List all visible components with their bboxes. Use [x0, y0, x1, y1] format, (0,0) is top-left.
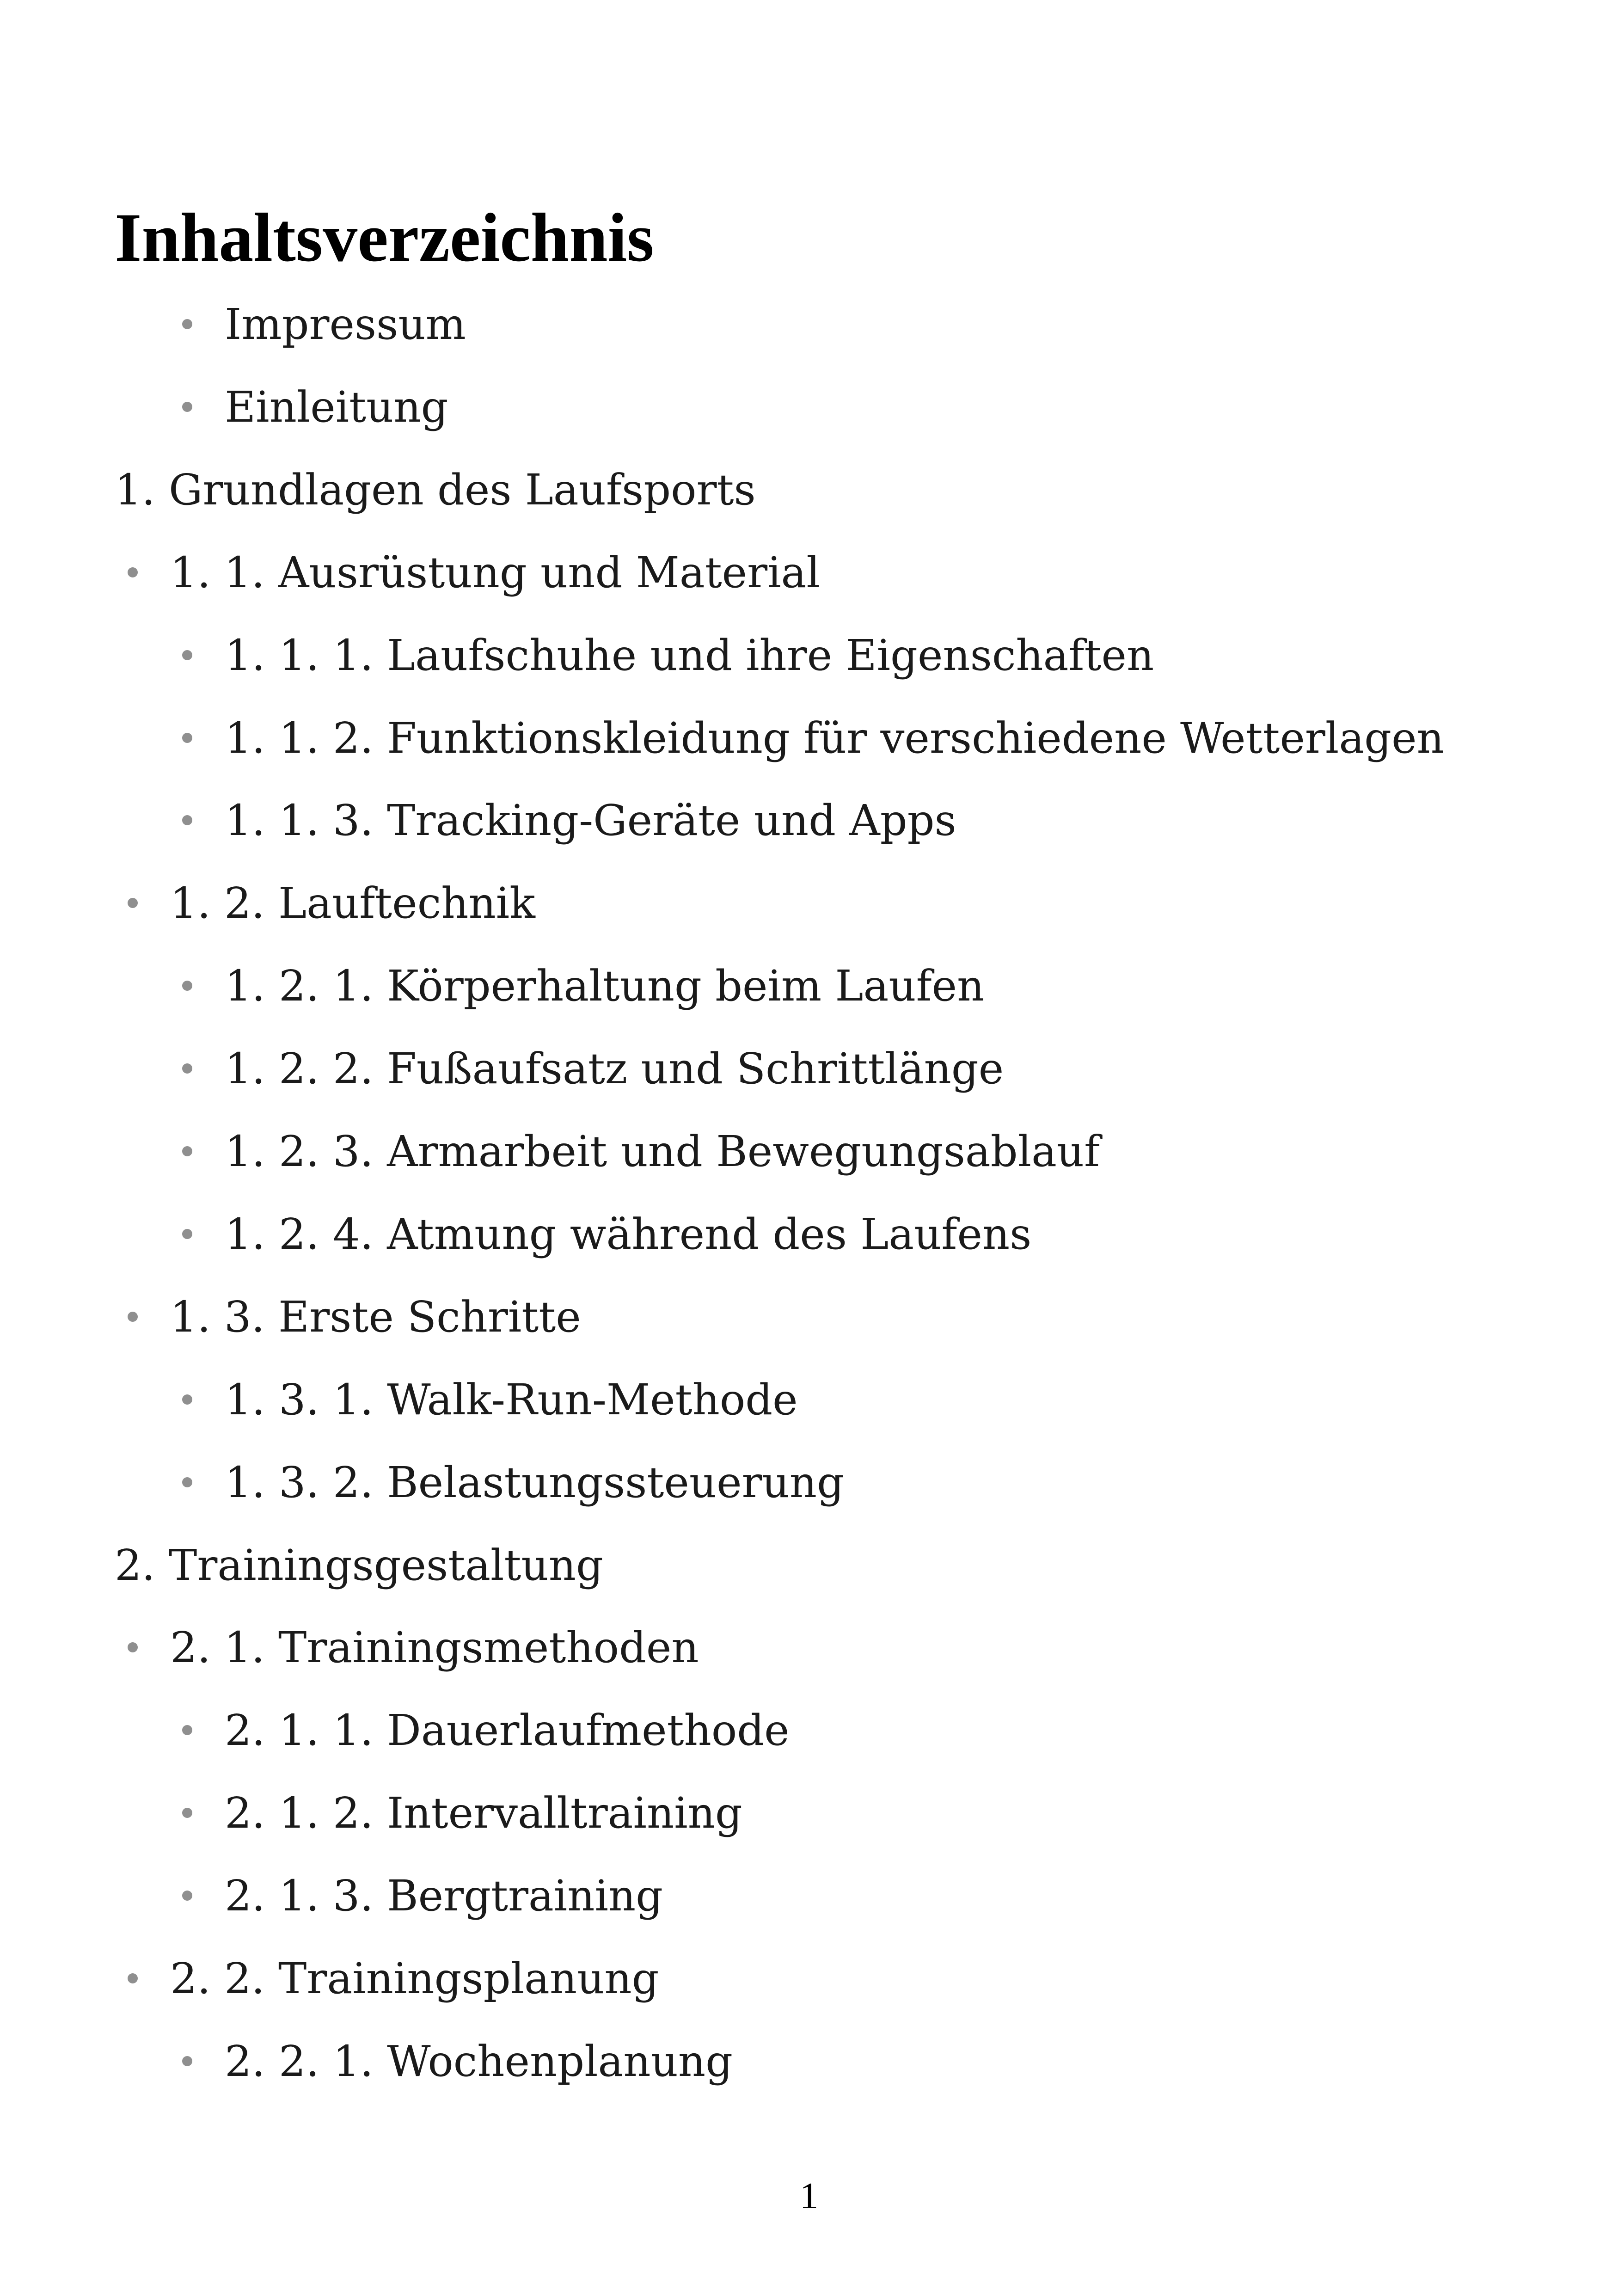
- toc-entry-text: 2. 1. Trainingsmethoden: [170, 1623, 699, 1672]
- toc-entry[interactable]: [225, 1368, 798, 1432]
- bullet-icon: [182, 1063, 192, 1074]
- bullet-icon: [182, 1891, 192, 1901]
- bullet-icon: [128, 1973, 138, 1983]
- bullet-icon: [128, 1642, 138, 1652]
- bullet-icon: [182, 815, 192, 825]
- toc-entry[interactable]: [170, 1615, 699, 1680]
- toc-entry-text: 2. 2. 1. Wochenplanung: [225, 2037, 733, 2086]
- bullet-icon: [128, 898, 138, 908]
- toc-entry[interactable]: [170, 1285, 581, 1350]
- bullet-icon: [128, 567, 138, 577]
- toc-chapter[interactable]: [115, 1533, 603, 1598]
- page-title: Inhaltsverzeichnis: [115, 199, 654, 276]
- toc-entry[interactable]: [225, 706, 1444, 771]
- page-number: 1: [800, 2176, 818, 2216]
- toc-entry[interactable]: [225, 1119, 1100, 1184]
- toc-entry-text: 2. 1. 1. Dauerlaufmethode: [225, 1706, 790, 1755]
- toc-entry[interactable]: [225, 1450, 844, 1515]
- toc-entry[interactable]: [225, 2029, 733, 2094]
- bullet-icon: [182, 650, 192, 660]
- toc-entry[interactable]: [170, 871, 535, 936]
- bullet-icon: [182, 1229, 192, 1239]
- toc-entry[interactable]: [225, 375, 448, 440]
- toc-entry[interactable]: [225, 954, 984, 1019]
- bullet-icon: [182, 1477, 192, 1487]
- toc-entry-text: 1. 2. Lauftechnik: [170, 878, 535, 928]
- toc-entry-text: 2. 1. 2. Intervalltraining: [225, 1788, 742, 1838]
- bullet-icon: [182, 319, 192, 329]
- toc-entry-text: 1. 1. 1. Laufschuhe und ihre Eigenschaften: [225, 631, 1154, 680]
- toc-entry-text: 1. Grundlagen des Laufsports: [115, 465, 756, 515]
- toc-chapter[interactable]: [115, 458, 756, 522]
- toc-entry-text: 1. 1. 2. Funktionskleidung für verschiedene Wetterlagen: [225, 713, 1444, 763]
- bullet-icon: [182, 1725, 192, 1735]
- toc-entry[interactable]: [225, 788, 956, 853]
- toc-entry[interactable]: [225, 1698, 790, 1763]
- bullet-icon: [182, 981, 192, 991]
- bullet-icon: [182, 1808, 192, 1818]
- bullet-icon: [182, 2056, 192, 2066]
- toc-entry-text: 1. 3. 2. Belastungssteuerung: [225, 1458, 844, 1507]
- toc-entry[interactable]: [225, 1037, 1004, 1101]
- toc-entry-text: 1. 2. 3. Armarbeit und Bewegungsablauf: [225, 1127, 1100, 1176]
- bullet-icon: [128, 1312, 138, 1322]
- toc-entry-text: 2. 1. 3. Bergtraining: [225, 1871, 663, 1921]
- bullet-icon: [182, 402, 192, 412]
- toc-entry-text: 1. 1. 3. Tracking-Geräte und Apps: [225, 796, 956, 845]
- toc-entry-text: 1. 3. Erste Schritte: [170, 1292, 581, 1342]
- toc-entry-text: 2. 2. Trainingsplanung: [170, 1954, 659, 2003]
- toc-entry[interactable]: [170, 1946, 659, 2011]
- bullet-icon: [182, 1394, 192, 1405]
- toc-entry[interactable]: [225, 292, 466, 357]
- toc-entry-text: 1. 2. 2. Fußaufsatz und Schrittlänge: [225, 1044, 1004, 1093]
- toc-entry-text: 1. 2. 4. Atmung während des Laufens: [225, 1209, 1032, 1259]
- toc-entry-text: 1. 2. 1. Körperhaltung beim Laufen: [225, 961, 985, 1011]
- toc-entry-text: 2. Trainingsgestaltung: [115, 1541, 603, 1590]
- toc-entry[interactable]: [225, 1781, 742, 1846]
- toc-entry-text: 1. 1. Ausrüstung und Material: [170, 548, 820, 597]
- toc-entry-text: 1. 3. 1. Walk-Run-Methode: [225, 1375, 798, 1424]
- toc-entry[interactable]: [225, 1202, 1031, 1267]
- bullet-icon: [182, 733, 192, 743]
- bullet-icon: [182, 1146, 192, 1156]
- toc-entry[interactable]: [225, 1864, 663, 1928]
- toc-entry[interactable]: [225, 623, 1154, 688]
- toc-entry[interactable]: [170, 540, 820, 605]
- toc-entry-text: Impressum: [225, 300, 466, 349]
- toc-entry-text: Einleitung: [225, 382, 448, 432]
